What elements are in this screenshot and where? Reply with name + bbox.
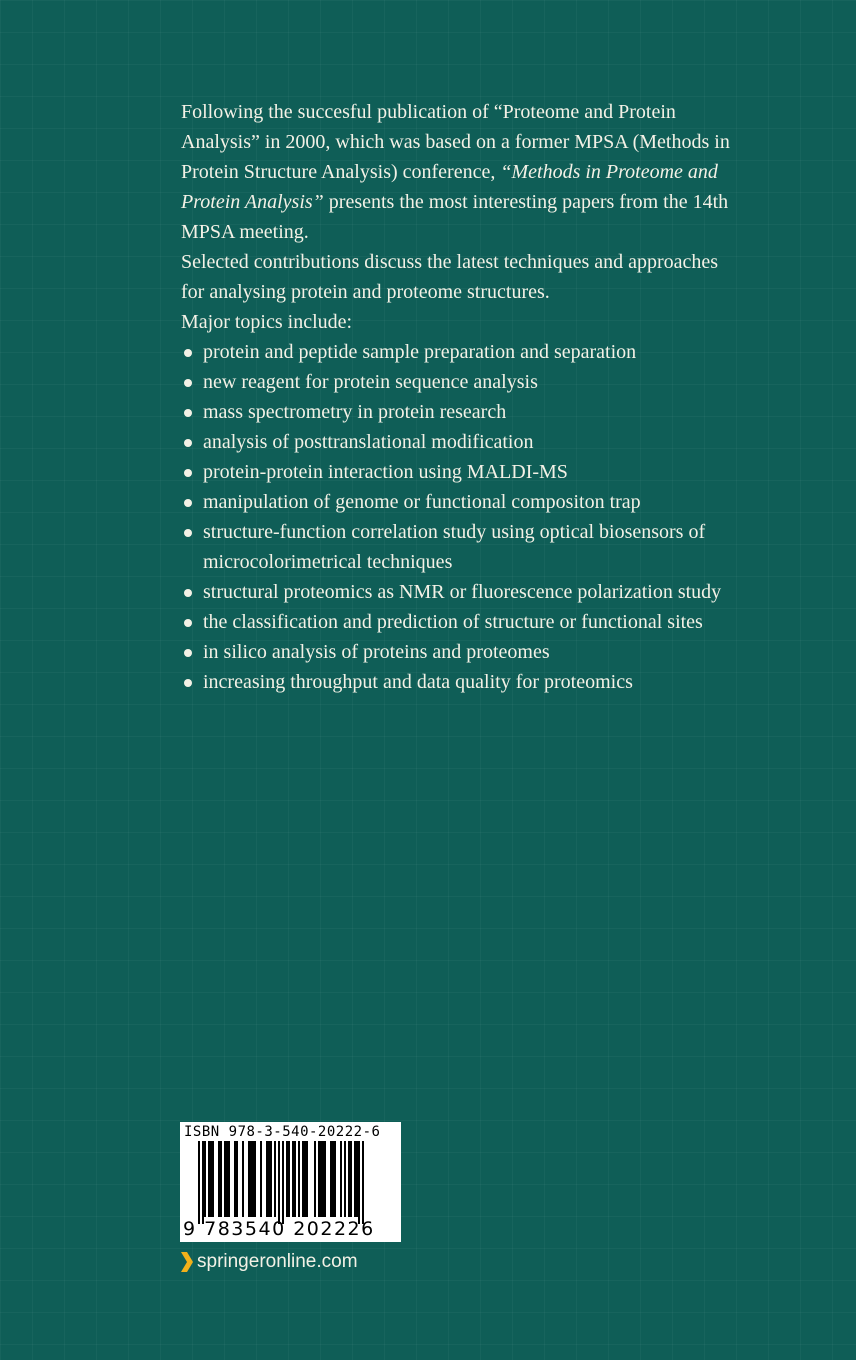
publisher-url[interactable]: springeronline.com <box>197 1251 358 1272</box>
intro-paragraph <box>181 97 741 247</box>
topic-item: protein-protein interaction using MALDI-MS <box>181 457 741 487</box>
intro-part2: presents the most interesting papers from the 14th MPSA meeting. <box>181 191 729 243</box>
barcode-bars-icon <box>180 1141 401 1224</box>
topic-item: the classification and prediction of structure or functional sites <box>181 607 741 637</box>
topic-item: mass spectrometry in protein research <box>181 397 741 427</box>
topic-item: manipulation of genome or functional compositon trap <box>181 487 741 517</box>
barcode-number: 9 783540 202226 <box>183 1218 375 1240</box>
topic-item: analysis of posttranslational modification <box>181 427 741 457</box>
topic-item: new reagent for protein sequence analysis <box>181 367 741 397</box>
topic-item: in silico analysis of proteins and proteomes <box>181 637 741 667</box>
intro-part1: Following the succesful publication of “Proteome and Protein Analysis” in 2000, which was based on a former MPSA (Methods in Protein Structure Analysis) conference, <box>181 101 730 183</box>
isbn-label: ISBN 978-3-540-20222-6 <box>184 1124 381 1140</box>
chevron-right-icon <box>180 1251 194 1273</box>
topic-item: protein and peptide sample preparation and separation <box>181 337 741 367</box>
topics-heading: Major topics include: <box>181 311 353 333</box>
book-title: “Methods in Proteome and Protein Analysis” <box>181 161 718 213</box>
publisher-link[interactable] <box>180 1249 358 1275</box>
description-text <box>181 97 741 697</box>
topics-list <box>181 337 741 697</box>
topic-item: increasing throughput and data quality for proteomics <box>181 667 741 697</box>
isbn-barcode <box>180 1122 401 1242</box>
topic-item: structure-function correlation study using optical biosensors of microcolorimetrical techniques <box>181 517 741 577</box>
selected-paragraph: Selected contributions discuss the latest techniques and approaches for analysing protein and proteome structures. <box>181 251 719 303</box>
topic-item: structural proteomics as NMR or fluorescence polarization study <box>181 577 741 607</box>
